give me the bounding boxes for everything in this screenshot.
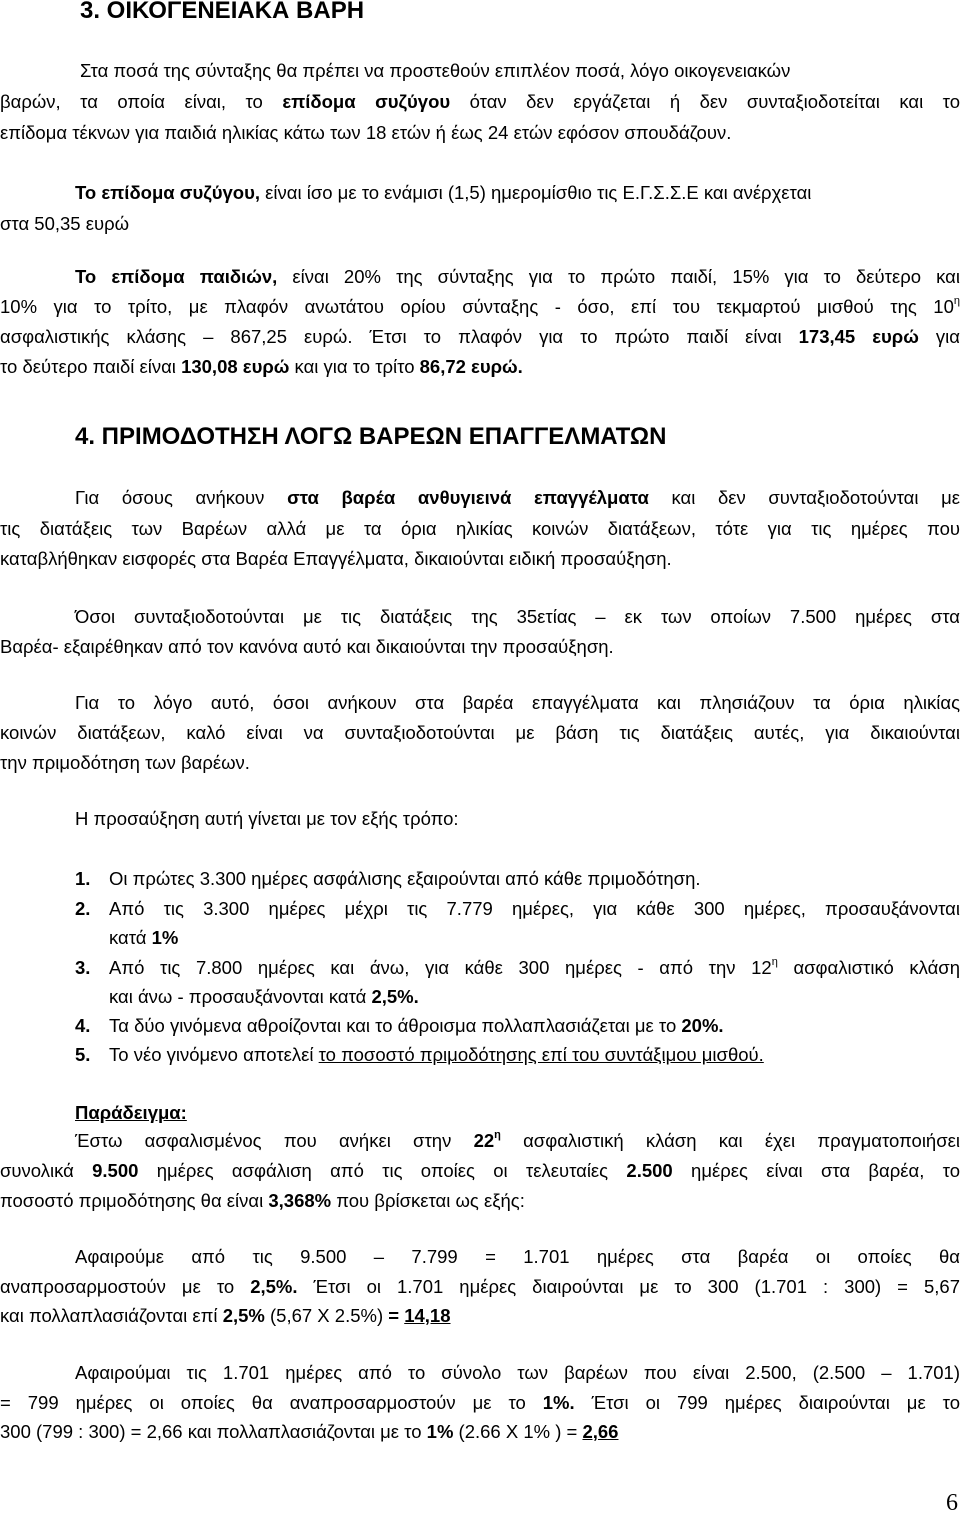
percent: 1%. <box>542 1392 575 1413</box>
result: 14,18 <box>404 1305 451 1326</box>
list-item-1 <box>75 866 960 892</box>
section-4-heading: 4. ΠΡΙΜΟΔΟΤΗΣΗ ΛΟΓΩ ΒΑΡΕΩΝ ΕΠΑΓΓΕΛΜΑΤΩΝ <box>75 423 667 450</box>
example-line-7: Αφαιρούμαι τις 1.701 ημέρες από το σύνολο των βαρέων που είναι 2.500, (2.500 – 1.701) <box>75 1362 960 1383</box>
list-number: 1. <box>75 868 91 889</box>
spouse-allowance-term: επίδομα συζύγου <box>282 91 451 112</box>
s4-p2-line-1: Όσοι συνταξιοδοτούνται με τις διατάξεις της 35ετίας – εκ των οποίων 7.500 ημέρες στα <box>75 606 960 627</box>
text: αναπροσαρμοστούν με το <box>0 1276 251 1297</box>
text: Από τις 7.800 ημέρες και άνω, για κάθε 300 ημέρες - από την 12 <box>109 957 772 978</box>
page-number: 6 <box>946 1490 958 1516</box>
list-item-4 <box>75 1013 960 1039</box>
percent: 20%. <box>681 1015 724 1036</box>
text: ημέρες ασφάλιση από τις οποίες οι τελευταίες <box>138 1160 627 1181</box>
example-line-8 <box>0 1390 960 1416</box>
example-line-4: Αφαιρούμε από τις 9.500 – 7.799 = 1.701 ημέρες στα βαρέα οι οποίες θα <box>75 1246 960 1267</box>
text: και άνω - προσαυξάνονται κατά <box>109 986 372 1007</box>
text: (5,67 Χ 2.5%) <box>264 1305 389 1326</box>
text: ασφαλιστική κλάση και έχει πραγματοποιήσει <box>500 1130 960 1151</box>
s3-intro-line-2 <box>0 89 960 115</box>
text: Έτσι οι 1.701 ημέρες διαιρούνται με το 300 (1.701 : 300) = 5,67 <box>297 1276 960 1297</box>
text: = 799 ημέρες οι οποίες θα αναπροσαρμοστούν με το <box>0 1392 543 1413</box>
superscript: η <box>953 294 960 307</box>
s3-children-line-1 <box>75 264 960 290</box>
list-number: 5. <box>75 1044 91 1065</box>
text: συνολικά <box>0 1160 93 1181</box>
text: και για το τρίτο <box>289 356 420 377</box>
superscript: η <box>771 955 778 968</box>
example-line-3 <box>0 1188 960 1214</box>
text: Οι πρώτες 3.300 ημέρες ασφάλισης εξαιρούνται από κάθε πριμοδότηση. <box>109 868 701 889</box>
superscript: η <box>494 1128 501 1141</box>
text: Για όσους ανήκουν <box>75 487 288 508</box>
text: Από τις 3.300 ημέρες μέχρι τις 7.779 ημέρες, για κάθε 300 ημέρες, προσαυξάνονται <box>109 898 960 919</box>
list-number: 2. <box>75 898 91 919</box>
s3-intro-line-3: επίδομα τέκνων για παιδιά ηλικίας κάτω των 18 ετών ή έως 24 ετών εφόσον σπουδάζουν. <box>0 122 732 143</box>
s3-children-line-3 <box>0 324 960 350</box>
text: (2.66 Χ 1% ) = <box>453 1421 583 1442</box>
percent: 2,5%. <box>371 986 419 1007</box>
text: Το νέο γινόμενο αποτελεί <box>109 1044 319 1065</box>
list-item-2 <box>75 896 960 922</box>
text: για <box>918 326 960 347</box>
s4-p3-line-3: την πριμοδότηση των βαρέων. <box>0 752 250 773</box>
s4-p1-line-3: καταβλήθηκαν εισφορές στα Βαρέα Επαγγέλματα, δικαιούνται ειδική προσαύξηση. <box>0 548 672 569</box>
list-item-2-cont <box>109 925 960 951</box>
text: βαρών, τα οποία είναι, το <box>0 91 283 112</box>
text: είναι 20% της σύνταξης για το πρώτο παιδί, 15% για το δεύτερο και <box>277 266 960 287</box>
s3-children-line-2 <box>0 294 960 320</box>
percent: 2,5%. <box>250 1276 298 1297</box>
text: ποσοστό πριμοδότησης θα είναι <box>0 1190 269 1211</box>
text: ημέρες είναι στα βαρέα, το <box>672 1160 960 1181</box>
list-item-3 <box>75 955 960 981</box>
s4-p3-line-1: Για το λόγο αυτό, όσοι ανήκουν στα βαρέα επαγγέλματα και πλησιάζουν τα όρια ηλικίας <box>75 692 960 713</box>
text: όταν δεν εργάζεται ή δεν συνταξιοδοτείται και το <box>450 91 960 112</box>
list-item-3-cont <box>109 984 960 1010</box>
text: ασφαλιστικής κλάσης – 867,25 ευρώ. Έτσι το πλαφόν για το πρώτο παιδί είναι <box>0 326 799 347</box>
children-term: Το επίδομα παιδιών, <box>75 266 278 287</box>
text: Έτσι οι 799 ημέρες διαιρούνται με το <box>574 1392 960 1413</box>
example-line-1 <box>75 1128 960 1154</box>
s3-spouse-line-2 <box>0 211 960 237</box>
text: στα 50,35 ευρώ <box>0 213 130 234</box>
amount: 86,72 ευρώ. <box>419 356 523 377</box>
s4-p4: Η προσαύξηση αυτή γίνεται με τον εξής τρόπο: <box>75 808 459 829</box>
s4-p1-line-2: τις διατάξεις των Βαρέων αλλά με τα όρια ηλικίας κοινών διατάξεων, τότε για τις ημέρες που <box>0 518 960 539</box>
example-line-9 <box>0 1419 960 1445</box>
text: κατά <box>109 927 152 948</box>
percent: 1% <box>151 927 179 948</box>
percent: 3,368% <box>268 1190 332 1211</box>
text: Έστω ασφαλισμένος που ανήκει στην <box>75 1130 474 1151</box>
list-number: 4. <box>75 1015 91 1036</box>
text: το δεύτερο παιδί είναι <box>0 356 182 377</box>
example-line-6 <box>0 1303 960 1329</box>
text: ασφαλιστικό κλάση <box>777 957 960 978</box>
s3-children-line-4 <box>0 354 960 380</box>
list-item-5 <box>75 1042 960 1068</box>
equals: = <box>388 1305 405 1326</box>
s4-p3-line-2: κοινών διατάξεων, καλό είναι να συνταξιοδοτούνται με βάση τις διατάξεις αυτές, για δικαιούνται <box>0 722 960 743</box>
text: 10% για το τρίτο, με πλαφόν ανωτάτου ορίου σύνταξης - όσο, επί του τεκμαρτού μισθού της 10 <box>0 296 954 317</box>
amount: 173,45 ευρώ <box>798 326 919 347</box>
percent: 1% <box>426 1421 454 1442</box>
text: είναι ίσο με το ενάμισι (1,5) ημερομίσθιο τις Ε.Γ.Σ.Σ.Ε και ανέρχεται <box>260 182 812 203</box>
text: που βρίσκεται ως εξής: <box>331 1190 525 1211</box>
spouse-term: Το επίδομα συζύγου, <box>75 182 261 203</box>
text: και πολλαπλασιάζονται επί <box>0 1305 223 1326</box>
result: 2,66 <box>582 1421 619 1442</box>
amount: 130,08 ευρώ <box>181 356 290 377</box>
s3-spouse-line-1 <box>75 180 960 206</box>
s3-intro-line-1: Στα ποσά της σύνταξης θα πρέπει να προστεθούν επιπλέον ποσά, λόγο οικογενειακών <box>80 60 791 81</box>
example-line-2 <box>0 1158 960 1184</box>
number: 2.500 <box>626 1160 673 1181</box>
percent: 2,5% <box>222 1305 265 1326</box>
text: και δεν συνταξιοδοτούνται με <box>648 487 960 508</box>
s4-p2-line-2: Βαρέα- εξαιρέθηκαν από τον κανόνα αυτό και δικαιούνται την προσαύξηση. <box>0 636 614 657</box>
text: 300 (799 : 300) = 2,66 και πολλαπλασιάζονται με το <box>0 1421 427 1442</box>
class-number: 22 <box>473 1130 495 1151</box>
underlined-text: το ποσοστό πριμοδότησης επί του συντάξιμου μισθού. <box>318 1044 764 1065</box>
s4-p1-line-1 <box>75 485 960 511</box>
number: 9.500 <box>92 1160 139 1181</box>
heavy-jobs-term: στα βαρέα ανθυγιεινά επαγγέλματα <box>287 487 649 508</box>
example-line-5 <box>0 1274 960 1300</box>
list-number: 3. <box>75 957 91 978</box>
section-3-heading: 3. ΟΙΚΟΓΕΝΕΙΑΚΑ ΒΑΡΗ <box>80 0 365 24</box>
text: Τα δύο γινόμενα αθροίζονται και το άθροισμα πολλαπλασιάζεται με το <box>109 1015 682 1036</box>
example-title: Παράδειγμα: <box>75 1102 187 1123</box>
